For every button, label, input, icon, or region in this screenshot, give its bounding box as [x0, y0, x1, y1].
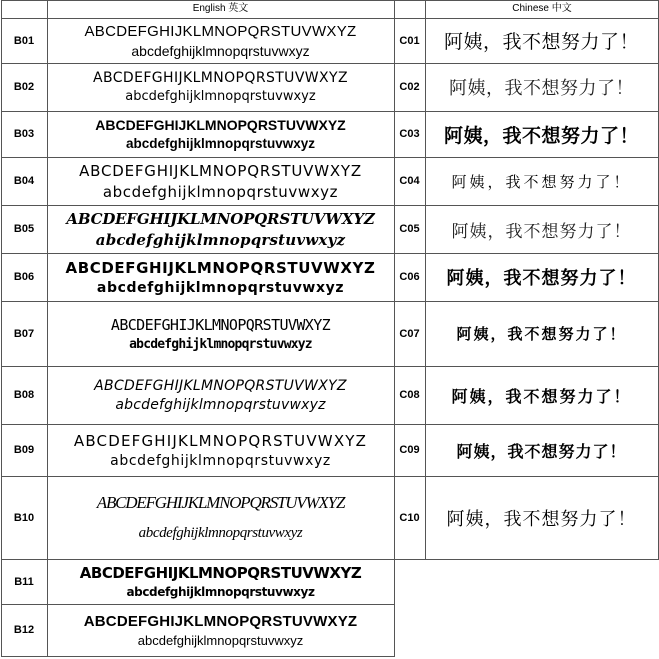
- uppercase-sample: ABCDEFGHIJKLMNOPQRSTUVWXYZ: [65, 258, 376, 277]
- english-font-code: B12: [13, 624, 35, 636]
- english-sample-cell: [47, 205, 394, 253]
- chinese-sample-text: 阿姨，我不想努力了！: [451, 386, 632, 406]
- lowercase-sample: abcdefghijklmnopqrstuvwxyz: [138, 525, 303, 541]
- lowercase-sample: abcdefghijklmnopqrstuvwxyz: [131, 42, 310, 59]
- chinese-sample-text: 阿姨，我不想努力了！: [456, 325, 627, 343]
- lowercase-sample: abcdefghijklmnopqrstuvwxyz: [137, 632, 304, 648]
- lowercase-sample: abcdefghijklmnopqrstuvwxyz: [126, 585, 315, 599]
- english-column-header: English 英文: [192, 3, 249, 14]
- lowercase-sample: abcdefghijklmnopqrstuvwxyz: [96, 279, 345, 296]
- english-sample-cell: [47, 18, 394, 63]
- grid-line: [1, 656, 394, 657]
- grid-line: [47, 0, 48, 657]
- grid-line: [394, 0, 395, 657]
- grid-line: [1, 301, 394, 302]
- chinese-sample-text: 阿姨，我不想努力了！: [451, 221, 632, 242]
- chinese-sample-text: 阿姨，我不想努力了！: [446, 508, 637, 530]
- chinese-sample-text: 阿姨，我不想努力了！: [456, 441, 627, 461]
- lowercase-sample: abcdefghijklmnopqrstuvwxyz: [115, 396, 326, 413]
- uppercase-sample: ABCDEFGHIJKLMNOPQRSTUVWXYZ: [96, 493, 345, 512]
- english-sample-cell: [47, 63, 394, 111]
- english-sample-cell: [47, 604, 394, 656]
- chinese-sample-text: 阿姨，我不想努力了！: [443, 124, 639, 147]
- grid-line: [1, 604, 394, 605]
- chinese-font-code: C03: [399, 128, 420, 140]
- english-font-code: B05: [13, 223, 35, 235]
- grid-line: [394, 559, 658, 560]
- uppercase-sample: ABCDEFGHIJKLMNOPQRSTUVWXYZ: [92, 70, 348, 86]
- grid-line: [1, 476, 394, 477]
- grid-line: [1, 111, 394, 112]
- grid-line: [394, 111, 658, 112]
- grid-line: [1, 205, 394, 206]
- chinese-sample-text: 阿姨，我不想努力了！: [451, 172, 632, 191]
- english-sample-cell: [47, 476, 394, 559]
- chinese-font-code: C05: [399, 223, 420, 235]
- grid-line: [394, 366, 658, 367]
- lowercase-sample: abcdefghijklmnopqrstuvwxyz: [95, 230, 346, 249]
- grid-line: [394, 253, 658, 254]
- chinese-font-code: C04: [399, 175, 420, 187]
- grid-line: [425, 0, 426, 560]
- chinese-font-code: C06: [399, 271, 420, 283]
- grid-line: [394, 18, 658, 19]
- uppercase-sample: ABCDEFGHIJKLMNOPQRSTUVWXYZ: [83, 612, 358, 630]
- uppercase-sample: ABCDEFGHIJKLMNOPQRSTUVWXYZ: [110, 315, 331, 334]
- chinese-sample-text: 阿姨，我不想努力了！: [449, 78, 634, 99]
- english-sample-cell: [47, 301, 394, 366]
- english-font-code: B04: [13, 175, 35, 187]
- english-font-code: B11: [14, 575, 34, 588]
- chinese-font-code: C10: [399, 511, 420, 524]
- uppercase-sample: ABCDEFGHIJKLMNOPQRSTUVWXYZ: [73, 431, 368, 450]
- chinese-sample-text: 阿姨，我不想努力了！: [446, 268, 637, 289]
- grid-line: [394, 476, 658, 477]
- grid-line: [1, 63, 394, 64]
- english-font-code: B06: [13, 271, 35, 283]
- english-font-code: B10: [13, 511, 35, 524]
- chinese-font-code: C07: [399, 327, 420, 340]
- uppercase-sample: ABCDEFGHIJKLMNOPQRSTUVWXYZ: [84, 22, 357, 40]
- lowercase-sample: abcdefghijklmnopqrstuvwxyz: [125, 136, 316, 151]
- english-sample-cell: [47, 366, 394, 424]
- english-font-code: B09: [13, 444, 35, 456]
- uppercase-sample: ABCDEFGHIJKLMNOPQRSTUVWXYZ: [79, 161, 362, 180]
- grid-line: [1, 0, 658, 1]
- english-sample-cell: [47, 253, 394, 301]
- grid-line: [394, 205, 658, 206]
- chinese-column-header: Chinese 中文: [512, 3, 572, 14]
- english-sample-cell: [47, 559, 394, 604]
- uppercase-sample: ABCDEFGHIJKLMNOPQRSTUVWXYZ: [95, 117, 346, 133]
- english-sample-cell: [47, 111, 394, 157]
- grid-line: [1, 366, 394, 367]
- uppercase-sample: ABCDEFGHIJKLMNOPQRSTUVWXYZ: [94, 377, 347, 394]
- grid-line: [394, 63, 658, 64]
- uppercase-sample: ABCDEFGHIJKLMNOPQRSTUVWXYZ: [66, 209, 375, 228]
- english-font-code: B01: [13, 34, 35, 47]
- english-font-code: B03: [13, 128, 35, 140]
- english-sample-cell: [47, 424, 394, 476]
- chinese-font-code: C09: [399, 444, 420, 456]
- lowercase-sample: abcdefghijklmnopqrstuvwxyz: [110, 452, 331, 469]
- chinese-font-code: C02: [399, 81, 420, 93]
- grid-line: [394, 424, 658, 425]
- grid-line: [1, 253, 394, 254]
- lowercase-sample: abcdefghijklmnopqrstuvwxyz: [125, 89, 316, 104]
- grid-line: [1, 157, 394, 158]
- uppercase-sample: ABCDEFGHIJKLMNOPQRSTUVWXYZ: [79, 564, 362, 582]
- grid-line: [1, 559, 394, 560]
- grid-line: [394, 157, 658, 158]
- chinese-font-code: C01: [399, 34, 420, 47]
- grid-line: [1, 18, 394, 19]
- english-font-code: B07: [13, 327, 35, 340]
- english-sample-cell: [47, 157, 394, 205]
- lowercase-sample: abcdefghijklmnopqrstuvwxyz: [102, 182, 339, 201]
- english-font-code: B02: [13, 81, 35, 93]
- grid-line: [1, 424, 394, 425]
- grid-line: [1, 0, 2, 657]
- chinese-font-code: C08: [399, 389, 420, 401]
- chinese-sample-text: 阿姨，我不想努力了！: [443, 31, 639, 53]
- grid-line: [394, 301, 658, 302]
- lowercase-sample: abcdefghijklmnopqrstuvwxyz: [129, 336, 312, 352]
- english-font-code: B08: [13, 389, 35, 401]
